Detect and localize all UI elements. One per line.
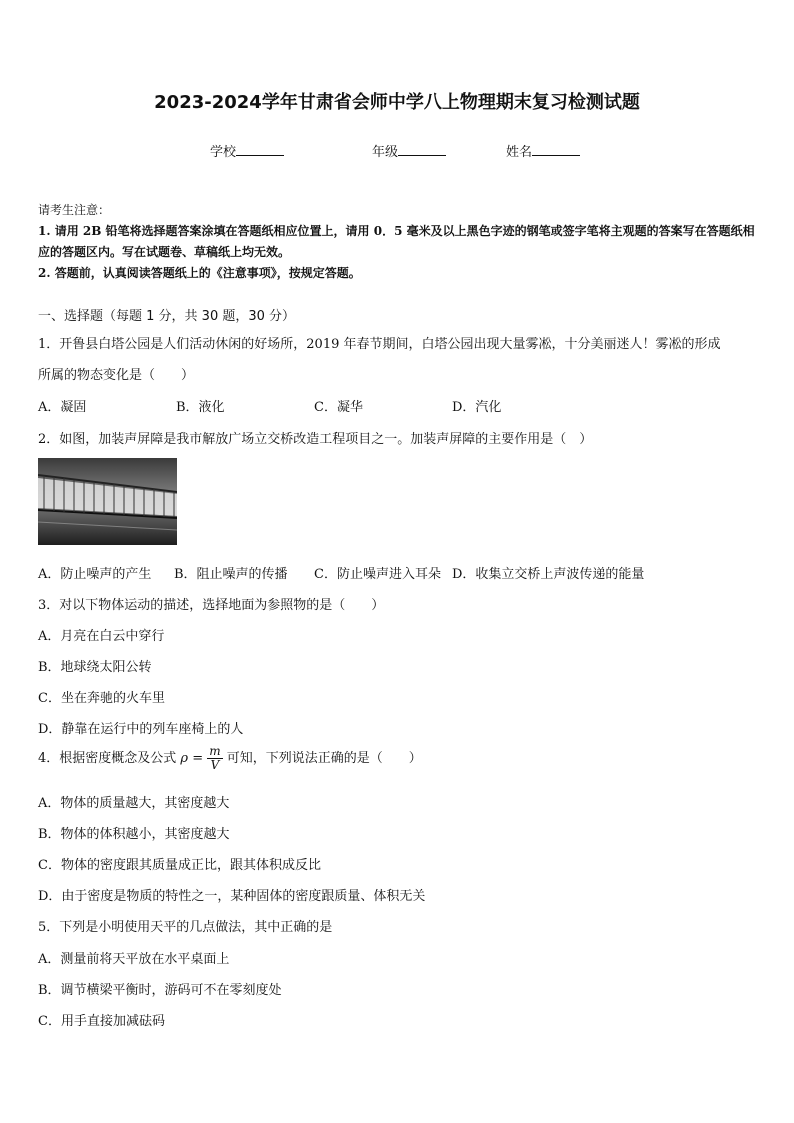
notice-item-2: 2. 答题前，认真阅读答题纸上的《注意事项》，按规定答题。 (38, 266, 361, 280)
formula-numerator: m (209, 744, 221, 758)
q1-option-c: C．凝华 (314, 400, 363, 415)
school-field (210, 141, 284, 160)
q3-option-d: D．静靠在运行中的列车座椅上的人 (38, 722, 244, 737)
q4-stem (38, 745, 422, 772)
notice-item-1: 1. 请用 2B 铅笔将选择题答案涂填在答题纸相应位置上，请用 0．5 毫米及以上黑色字迹的钢笔或签字笔将主观题的答案写在答题纸相应的答题区内。写在试题卷、草稿纸上均无效。 (38, 224, 755, 259)
q4-option-d: D．由于密度是物质的特性之一，某种固体的密度跟质量、体积无关 (38, 889, 426, 904)
school-label: 学校 (210, 145, 237, 160)
school-blank (236, 143, 284, 156)
formula-fraction (207, 745, 222, 772)
notice-block (38, 200, 758, 284)
q5-option-c: C．用手直接加减砝码 (38, 1014, 165, 1029)
q4-stem-before: 4．根据密度概念及公式 (38, 751, 177, 766)
q1-option-d: D．汽化 (452, 400, 502, 415)
page-title: 2023-2024学年甘肃省会师中学八上物理期末复习检测试题 (154, 92, 640, 113)
q3-stem: 3．对以下物体运动的描述，选择地面为参照物的是（ ） (38, 598, 385, 613)
q3-option-a: A．月亮在白云中穿行 (38, 629, 165, 644)
formula-denominator: V (210, 758, 220, 772)
q5-option-a: A．测量前将天平放在水平桌面上 (38, 952, 230, 967)
formula-rho: ρ (180, 751, 189, 766)
grade-blank (398, 143, 446, 156)
q3-option-b: B．地球绕太阳公转 (38, 660, 152, 675)
q4-option-a: A．物体的质量越大，其密度越大 (38, 796, 230, 811)
density-formula (180, 751, 203, 766)
formula-equals: = (192, 751, 204, 766)
q5-option-b: B．调节横梁平衡时，游码可不在零刻度处 (38, 983, 282, 998)
q1-option-a: A．凝固 (38, 400, 87, 415)
q5-stem: 5．下列是小明使用天平的几点做法，其中正确的是 (38, 920, 333, 935)
q3-option-c: C．坐在奔驰的火车里 (38, 691, 165, 706)
name-field (506, 141, 580, 160)
name-blank (532, 143, 580, 156)
q1-option-b: B．液化 (176, 400, 225, 415)
q2-option-a: A．防止噪声的产生 (38, 567, 152, 582)
q1-stem-line2: 所属的物态变化是（ ） (38, 368, 195, 383)
sound-barrier-photo (38, 458, 177, 545)
q1-stem-line1: 1．开鲁县白塔公园是人们活动休闲的好场所，2019 年春节期间，白塔公园出现大量雾凇，十分美丽迷人！雾凇的形成 (38, 337, 721, 352)
q4-option-b: B．物体的体积越小，其密度越大 (38, 827, 230, 842)
q4-stem-after: 可知，下列说法正确的是（ ） (226, 751, 422, 766)
q4-option-c: C．物体的密度跟其质量成正比，跟其体积成反比 (38, 858, 321, 873)
q2-option-b: B．阻止噪声的传播 (174, 567, 288, 582)
section-heading: 一、选择题（每题 1 分，共 30 题，30 分） (38, 309, 296, 324)
q2-option-d: D．收集立交桥上声波传递的能量 (452, 567, 645, 582)
q2-option-c: C．防止噪声进入耳朵 (314, 567, 441, 582)
grade-field (372, 141, 446, 160)
grade-label: 年级 (372, 145, 399, 160)
q2-stem: 2．如图，加装声屏障是我市解放广场立交桥改造工程项目之一。加装声屏障的主要作用是（ ） (38, 432, 593, 447)
name-label: 姓名 (506, 145, 533, 160)
notice-heading: 请考生注意： (38, 203, 111, 217)
